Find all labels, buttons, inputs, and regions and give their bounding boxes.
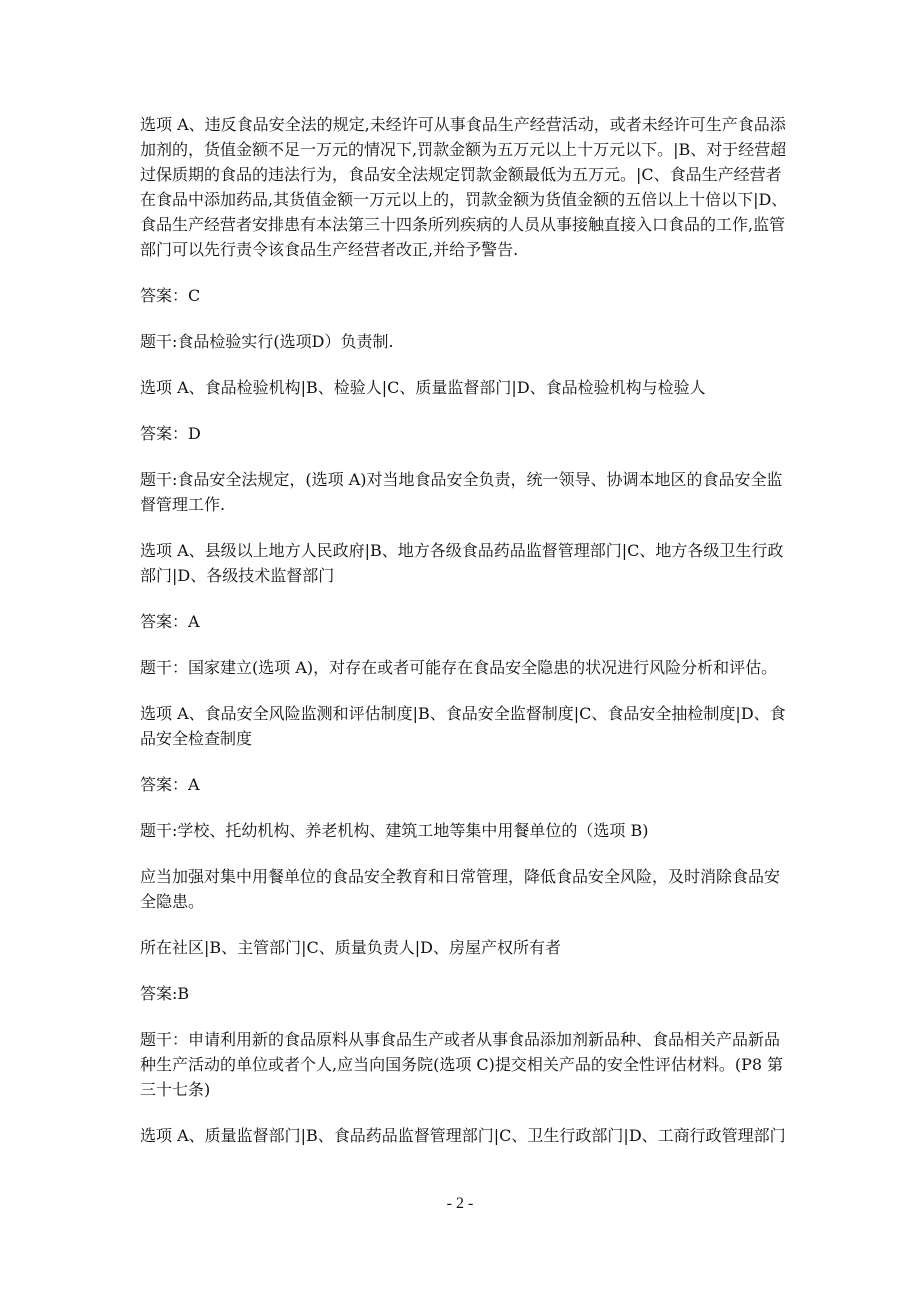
- document-body: [140, 112, 790, 1169]
- question-answer: 答案:B: [140, 984, 190, 1003]
- page-number: - 2 -: [446, 1195, 474, 1212]
- question-options: 选项 A、县级以上地方人民政府|B、地方各级食品药品监督管理部门|C、地方各级卫生行政部门|D、各级技术监督部门: [140, 541, 784, 585]
- question-options: 选项 A、质量监督部门|B、食品药品监督管理部门|C、卫生行政部门|D、工商行政管理部门: [140, 1126, 786, 1145]
- question-stem: 题干:食品检验实行(选项D）负责制.: [140, 332, 394, 351]
- question-stem: 题干:学校、托幼机构、养老机构、建筑工地等集中用餐单位的（选项 B): [140, 821, 649, 840]
- question-answer: 答案：A: [140, 612, 200, 631]
- question-options: 所在社区|B、主管部门|C、质量负责人|D、房屋产权所有者: [140, 938, 562, 957]
- question-stem: 题干:食品安全法规定，(选项 A)对当地食品安全负责，统一领导、协调本地区的食品安全监督管理工作.: [140, 470, 783, 514]
- question-options: 选项 A、违反食品安全法的规定,未经许可从事食品生产经营活动，或者未经许可生产食品添加剂的，货值金额不足一万元的情况下,罚款金额为五万元以上十万元以下。|B、对于经营超过保质期的食品的违法行为，食品安全法规定罚款金额最低为五万元。|C、食品生产经营者在食品中添加药品,其货值金额一万元以上的，罚款金额为货值金额的五倍以上十倍以下|D、食品生产经营者安排患有本法第三十四条所列疾病的人员从事接触直接入口食品的工作,监管部门可以先行责令该食品生产经营者改正,并给予警告.: [140, 115, 788, 259]
- question-options: 选项 A、食品安全风险监测和评估制度|B、食品安全监督制度|C、食品安全抽检制度|D、食品安全检查制度: [140, 704, 786, 748]
- question-answer: 答案：A: [140, 775, 200, 794]
- question-stem: 题干：申请利用新的食品原料从事食品生产或者从事食品添加剂新品种、食品相关产品新品种生产活动的单位或者个人,应当向国务院(选项 C)提交相关产品的安全性评估材料。(P8 第三十七条): [140, 1030, 784, 1099]
- question-answer: 答案：D: [140, 424, 201, 443]
- question-stem: 题干：国家建立(选项 A)，对存在或者可能存在食品安全隐患的状况进行风险分析和评估。: [140, 658, 778, 677]
- question-answer: 答案：C: [140, 286, 201, 305]
- question-options: 选项 A、食品检验机构|B、检验人|C、质量监督部门|D、食品检验机构与检验人: [140, 378, 706, 397]
- question-stem-continued: 应当加强对集中用餐单位的食品安全教育和日常管理，降低食品安全风险，及时消除食品安全隐患。: [140, 867, 781, 911]
